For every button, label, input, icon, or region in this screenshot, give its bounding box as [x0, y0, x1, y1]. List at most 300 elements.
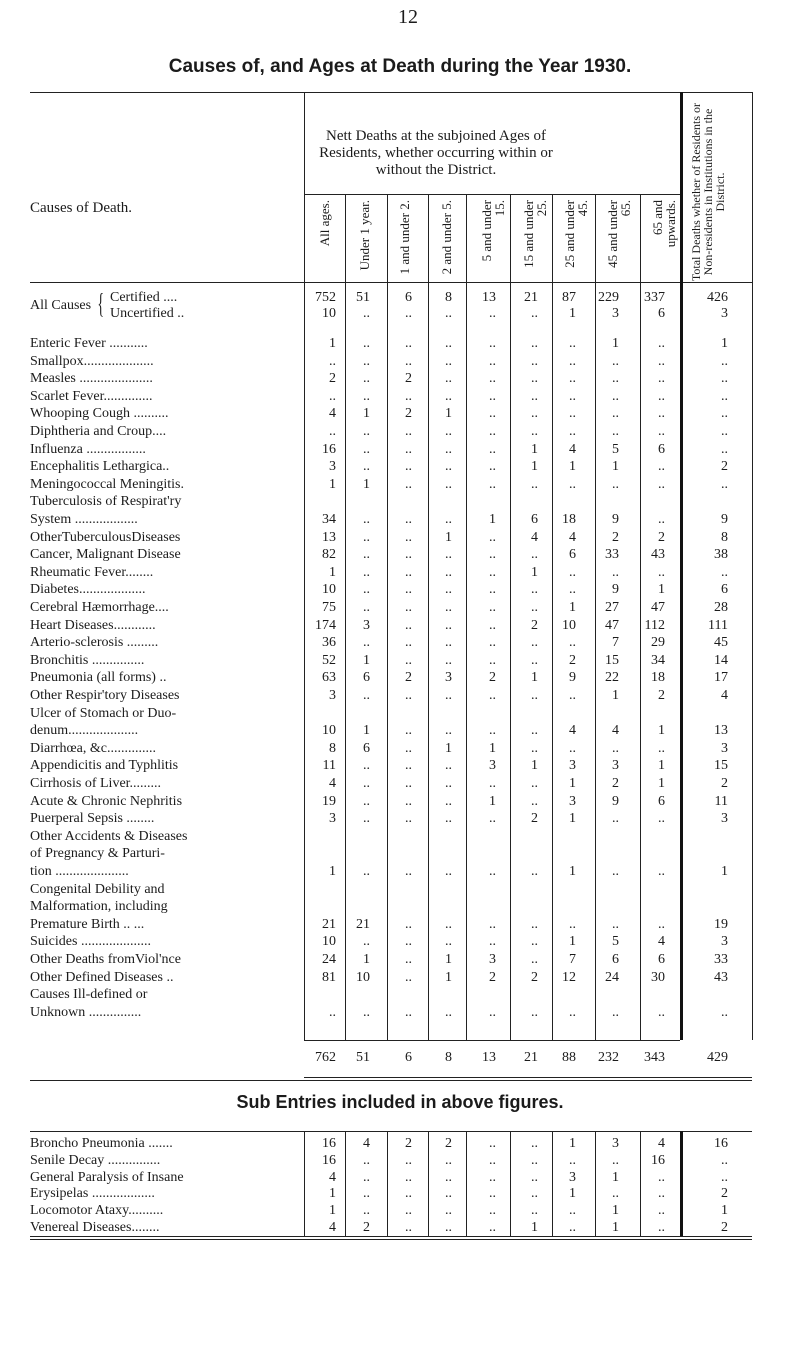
cause-value: ..: [569, 582, 576, 598]
cause-value: 1: [658, 776, 665, 791]
cause-value: 1: [658, 723, 665, 739]
cause-value: ..: [363, 635, 370, 651]
cause-value: ..: [489, 600, 496, 615]
cause-value: ..: [658, 916, 665, 932]
cause-value: 1: [569, 459, 576, 475]
cause-value: 1: [569, 776, 576, 791]
cause-value: ..: [405, 952, 412, 967]
cause-value: ..: [531, 934, 538, 950]
cause-value: ..: [569, 353, 576, 369]
cause-value: ..: [531, 547, 538, 563]
cause-value: 3: [445, 670, 452, 686]
sub-entry-value: 1: [612, 1203, 619, 1219]
cause-value: ..: [569, 688, 576, 703]
cause-value: 13: [714, 723, 728, 739]
cause-value: ..: [612, 916, 619, 932]
cause-value: ..: [405, 916, 412, 932]
cause-value: ..: [531, 388, 538, 404]
sub-entry-value: ..: [612, 1186, 619, 1202]
cause-value: ..: [445, 758, 452, 774]
age-column-header: 25 and under 45.: [562, 200, 590, 268]
sub-entry-value: ..: [531, 1203, 538, 1219]
cause-value: ..: [569, 740, 576, 756]
cause-label: Pneumonia (all forms) ..: [30, 670, 167, 686]
nett-deaths-header: Nett Deaths at the subjoined Ages of Residents, whether occurring within or without the District.: [319, 128, 553, 178]
certified-label: Certified ....: [110, 290, 178, 305]
cause-value: ..: [658, 476, 665, 492]
cause-value: ..: [445, 635, 452, 651]
sub-entry-value: ..: [405, 1152, 412, 1168]
sub-entry-value: ..: [721, 1152, 728, 1168]
cause-value: ..: [363, 1004, 370, 1020]
cause-value: 1: [531, 441, 538, 457]
cause-value: 75: [322, 600, 336, 615]
cause-value: ..: [445, 617, 452, 633]
certified-value: 8: [445, 290, 452, 305]
sub-entry-value: 4: [329, 1169, 336, 1185]
cause-value: 8: [721, 529, 728, 545]
sub-entry-value: 2: [721, 1220, 728, 1235]
sub-entry-label: Senile Decay ...............: [30, 1152, 161, 1168]
cause-label: Acute & Chronic Nephritis: [30, 793, 183, 809]
cause-value: 1: [445, 406, 452, 422]
cause-value: ..: [445, 512, 452, 527]
cause-value: 4: [329, 776, 336, 791]
cause-value: 27: [605, 600, 619, 615]
cause-value: 1: [445, 529, 452, 545]
cause-value: ..: [489, 582, 496, 598]
sub-entry-value: ..: [363, 1152, 370, 1168]
cause-value: ..: [329, 1004, 336, 1020]
cause-value: ..: [612, 388, 619, 404]
cause-label: System ..................: [30, 512, 138, 527]
cause-value: ..: [489, 476, 496, 492]
cause-label: Unknown ...............: [30, 1004, 142, 1020]
cause-value: ..: [445, 776, 452, 791]
cause-value: ..: [363, 600, 370, 615]
sub-entry-value: 1: [721, 1203, 728, 1219]
cause-value: 43: [651, 547, 665, 563]
cause-value: 6: [612, 952, 619, 967]
cause-value: 3: [721, 811, 728, 827]
cause-value: ..: [489, 864, 496, 879]
cause-value: ..: [531, 336, 538, 351]
sub-entry-value: ..: [658, 1186, 665, 1202]
cause-value: 8: [329, 740, 336, 756]
cause-value: ..: [658, 371, 665, 387]
cause-value: 16: [322, 441, 336, 457]
cause-value: ..: [405, 388, 412, 404]
cause-value: 3: [363, 617, 370, 633]
age-column-header: Under 1 year.: [357, 200, 372, 271]
cause-value: ..: [612, 476, 619, 492]
cause-value: ..: [569, 916, 576, 932]
cause-value: 2: [489, 670, 496, 686]
sub-entry-value: 4: [329, 1220, 336, 1235]
cause-value: ..: [363, 353, 370, 369]
sub-entry-value: ..: [363, 1203, 370, 1219]
sub-entry-value: 16: [322, 1136, 336, 1151]
cause-value: ..: [405, 600, 412, 615]
cause-value: 2: [531, 969, 538, 985]
cause-label: Enteric Fever ...........: [30, 336, 148, 351]
cause-value: ..: [445, 864, 452, 879]
cause-value: ..: [612, 424, 619, 439]
cause-value: 3: [329, 688, 336, 703]
cause-value: ..: [612, 353, 619, 369]
cause-value: 1: [531, 758, 538, 774]
cause-value: 3: [569, 793, 576, 809]
cause-label: Rheumatic Fever........: [30, 564, 154, 580]
cause-value: 1: [531, 564, 538, 580]
cause-value: 1: [612, 688, 619, 703]
sub-column-rule: [680, 1131, 683, 1236]
cause-value: 28: [714, 600, 728, 615]
sub-double-rule: [30, 1239, 752, 1240]
cause-value: ..: [405, 353, 412, 369]
cause-label: denum....................: [30, 723, 139, 739]
cause-value: ..: [612, 811, 619, 827]
cause-value: 1: [445, 952, 452, 967]
cause-label: Puerperal Sepsis ........: [30, 811, 155, 827]
sub-entry-label: General Paralysis of Insane: [30, 1169, 184, 1185]
cause-value: 17: [714, 670, 728, 686]
cause-value: 36: [322, 635, 336, 651]
sub-entry-value: 2: [405, 1136, 412, 1151]
all-causes-prefix: All Causes: [30, 298, 92, 313]
cause-value: ..: [489, 388, 496, 404]
cause-value: 29: [651, 635, 665, 651]
cause-value: ..: [405, 529, 412, 545]
cause-value: 34: [651, 652, 665, 668]
cause-label: Cerebral Hæmorrhage....: [30, 600, 169, 615]
cause-value: 3: [612, 758, 619, 774]
cause-value: 22: [605, 670, 619, 686]
cause-label: Premature Birth .. ...: [30, 916, 145, 932]
cause-label: OtherTuberculousDiseases: [30, 529, 181, 545]
total-value: 343: [644, 1050, 665, 1065]
certified-value: 51: [356, 290, 370, 305]
cause-value: 1: [612, 459, 619, 475]
cause-value: ..: [489, 371, 496, 387]
sub-entry-value: ..: [445, 1169, 452, 1185]
total-value: 8: [445, 1050, 452, 1065]
cause-value: ..: [363, 336, 370, 351]
cause-label: Suicides ....................: [30, 934, 151, 950]
cause-value: ..: [569, 336, 576, 351]
totals-top-rule: [304, 1040, 680, 1041]
cause-value: ..: [445, 934, 452, 950]
cause-value: 19: [322, 793, 336, 809]
cause-value: 112: [644, 617, 665, 633]
cause-value: ..: [363, 459, 370, 475]
totals-double-rule: [30, 1080, 752, 1081]
cause-value: 9: [612, 512, 619, 527]
cause-value: ..: [405, 758, 412, 774]
uncertified-value: ..: [363, 306, 370, 321]
sub-entry-value: ..: [489, 1186, 496, 1202]
cause-value: 3: [489, 758, 496, 774]
cause-value: ..: [489, 441, 496, 457]
cause-label: Smallpox....................: [30, 353, 154, 369]
cause-value: ..: [363, 758, 370, 774]
cause-value: 34: [322, 512, 336, 527]
cause-value: ..: [489, 916, 496, 932]
cause-value: 4: [329, 406, 336, 422]
uncertified-value: ..: [405, 306, 412, 321]
sub-entry-value: ..: [658, 1203, 665, 1219]
cause-value: ..: [531, 776, 538, 791]
cause-value: ..: [405, 476, 412, 492]
cause-value: ..: [405, 564, 412, 580]
cause-value: ..: [405, 864, 412, 879]
cause-value: 6: [569, 547, 576, 563]
cause-value: ..: [445, 600, 452, 615]
sub-entry-value: ..: [363, 1186, 370, 1202]
cause-value: ..: [658, 512, 665, 527]
sub-entry-value: ..: [405, 1169, 412, 1185]
cause-value: ..: [531, 371, 538, 387]
sub-entry-value: ..: [612, 1152, 619, 1168]
sub-entry-value: ..: [531, 1186, 538, 1202]
sub-entry-value: 16: [714, 1136, 728, 1151]
cause-value: ..: [721, 424, 728, 439]
cause-value: ..: [658, 864, 665, 879]
sub-entry-label: Erysipelas ..................: [30, 1186, 155, 1202]
sub-entry-value: ..: [569, 1203, 576, 1219]
cause-value: ..: [405, 547, 412, 563]
cause-label: Congenital Debility and: [30, 881, 165, 897]
sub-entry-value: ..: [569, 1220, 576, 1235]
brace-symbol: {: [97, 289, 105, 320]
cause-value: 1: [329, 336, 336, 351]
uncertified-value: 3: [612, 306, 619, 321]
cause-value: ..: [721, 353, 728, 369]
total-value: 21: [524, 1050, 538, 1065]
cause-value: 9: [612, 793, 619, 809]
cause-value: 1: [329, 476, 336, 492]
cause-value: 1: [569, 600, 576, 615]
total-value: 88: [562, 1050, 576, 1065]
cause-value: ..: [363, 388, 370, 404]
cause-value: ..: [569, 635, 576, 651]
cause-value: ..: [405, 424, 412, 439]
cause-value: 2: [658, 688, 665, 703]
uncertified-label: Uncertified ..: [110, 306, 185, 321]
cause-value: 6: [531, 512, 538, 527]
cause-value: ..: [658, 336, 665, 351]
cause-value: ..: [363, 864, 370, 879]
cause-value: ..: [658, 1004, 665, 1020]
cause-value: ..: [363, 512, 370, 527]
cause-label: Tuberculosis of Respirat'ry: [30, 494, 182, 510]
cause-value: 1: [329, 564, 336, 580]
cause-value: ..: [363, 793, 370, 809]
cause-value: 5: [612, 441, 619, 457]
sub-entry-value: ..: [531, 1169, 538, 1185]
cause-value: ..: [405, 336, 412, 351]
cause-value: ..: [531, 688, 538, 703]
cause-value: 10: [562, 617, 576, 633]
cause-value: 52: [322, 652, 336, 668]
cause-value: 19: [714, 916, 728, 932]
cause-value: 2: [405, 371, 412, 387]
cause-value: 2: [531, 617, 538, 633]
cause-value: 1: [531, 670, 538, 686]
cause-value: ..: [658, 811, 665, 827]
cause-value: 5: [612, 934, 619, 950]
cause-value: 2: [612, 529, 619, 545]
cause-value: ..: [489, 547, 496, 563]
cause-value: ..: [445, 441, 452, 457]
sub-entry-value: 1: [612, 1169, 619, 1185]
cause-value: ..: [569, 564, 576, 580]
age-header-rule: [304, 194, 680, 195]
age-column-header: 5 and under 15.: [479, 200, 507, 262]
cause-value: 3: [489, 952, 496, 967]
cause-value: ..: [445, 547, 452, 563]
cause-value: ..: [405, 652, 412, 668]
age-column-header: 2 and under 5.: [439, 200, 454, 275]
cause-value: ..: [569, 476, 576, 492]
cause-value: 2: [531, 811, 538, 827]
cause-value: 1: [489, 793, 496, 809]
sub-entry-value: 4: [363, 1136, 370, 1151]
cause-value: ..: [363, 529, 370, 545]
cause-value: ..: [405, 688, 412, 703]
sub-entry-value: 1: [569, 1136, 576, 1151]
cause-value: ..: [531, 864, 538, 879]
cause-value: 11: [714, 793, 728, 809]
cause-value: 3: [569, 758, 576, 774]
cause-value: 1: [531, 459, 538, 475]
sub-entry-value: ..: [405, 1220, 412, 1235]
cause-value: ..: [489, 459, 496, 475]
certified-value: 752: [315, 290, 336, 305]
cause-value: ..: [531, 740, 538, 756]
cause-label: Meningococcal Meningitis.: [30, 476, 184, 492]
cause-value: ..: [721, 1004, 728, 1020]
sub-entry-value: 16: [322, 1152, 336, 1168]
age-column-header: All ages.: [317, 200, 332, 247]
sub-entry-value: ..: [445, 1186, 452, 1202]
cause-value: ..: [363, 811, 370, 827]
cause-label: Diabetes...................: [30, 582, 146, 598]
cause-label: Measles .....................: [30, 371, 153, 387]
cause-value: ..: [405, 723, 412, 739]
cause-label: Malformation, including: [30, 899, 168, 915]
cause-value: ..: [445, 793, 452, 809]
cause-value: 4: [569, 723, 576, 739]
age-column-header: 65 and upwards.: [650, 200, 678, 248]
cause-label: Ulcer of Stomach or Duo-: [30, 705, 177, 721]
cause-value: 10: [322, 934, 336, 950]
cause-value: 63: [322, 670, 336, 686]
cause-value: 1: [721, 336, 728, 351]
cause-value: 4: [658, 934, 665, 950]
cause-value: 2: [721, 459, 728, 475]
cause-value: ..: [721, 388, 728, 404]
cause-value: ..: [445, 459, 452, 475]
sub-entry-value: 3: [569, 1169, 576, 1185]
cause-label: Causes Ill-defined or: [30, 987, 148, 1003]
cause-value: ..: [405, 934, 412, 950]
sub-entry-label: Venereal Diseases........: [30, 1220, 160, 1235]
sub-entry-value: 1: [569, 1186, 576, 1202]
cause-value: ..: [405, 969, 412, 985]
cause-value: ..: [363, 564, 370, 580]
cause-value: 30: [651, 969, 665, 985]
cause-value: ..: [531, 952, 538, 967]
total-value: 51: [356, 1050, 370, 1065]
cause-value: ..: [612, 1004, 619, 1020]
sub-entry-value: 1: [329, 1203, 336, 1219]
cause-value: 1: [445, 740, 452, 756]
cause-value: 2: [489, 969, 496, 985]
cause-value: ..: [405, 740, 412, 756]
cause-value: ..: [329, 353, 336, 369]
sub-entry-label: Locomotor Ataxy..........: [30, 1203, 164, 1219]
cause-value: ..: [658, 406, 665, 422]
sub-entry-value: ..: [489, 1169, 496, 1185]
age-column-header: 45 and under 65.: [605, 200, 633, 268]
sub-entry-value: 1: [531, 1220, 538, 1235]
cause-value: 7: [569, 952, 576, 967]
cause-label: Appendicitis and Typhlitis: [30, 758, 179, 774]
cause-value: 38: [714, 547, 728, 563]
sub-entry-value: ..: [489, 1136, 496, 1151]
cause-value: 3: [329, 811, 336, 827]
cause-value: 1: [569, 864, 576, 879]
cause-value: 15: [714, 758, 728, 774]
cause-value: 6: [658, 793, 665, 809]
cause-value: ..: [612, 564, 619, 580]
cause-value: ..: [405, 1004, 412, 1020]
cause-value: ..: [721, 441, 728, 457]
cause-value: ..: [445, 353, 452, 369]
cause-value: ..: [658, 564, 665, 580]
cause-value: ..: [445, 582, 452, 598]
cause-value: ..: [489, 424, 496, 439]
cause-value: 174: [315, 617, 336, 633]
uncertified-value: ..: [445, 306, 452, 321]
cause-value: ..: [445, 688, 452, 703]
cause-value: ..: [445, 564, 452, 580]
cause-value: ..: [363, 582, 370, 598]
cause-value: ..: [531, 406, 538, 422]
cause-value: ..: [658, 424, 665, 439]
total-deaths-header: Total Deaths whether of Residents or Non-residents in Institutions in the District.: [689, 102, 727, 282]
cause-value: 1: [658, 582, 665, 598]
sub-entry-value: 2: [721, 1186, 728, 1202]
sub-entry-value: 3: [612, 1136, 619, 1151]
uncertified-value: 1: [569, 306, 576, 321]
cause-value: 4: [612, 723, 619, 739]
cause-value: 1: [363, 652, 370, 668]
cause-label: Other Defined Diseases ..: [30, 969, 174, 985]
cause-value: ..: [612, 406, 619, 422]
total-value: 13: [482, 1050, 496, 1065]
cause-value: ..: [363, 934, 370, 950]
cause-label: Other Deaths fromViol'nce: [30, 952, 181, 967]
cause-value: 45: [714, 635, 728, 651]
sub-entries-heading: Sub Entries included in above figures.: [236, 1092, 564, 1112]
cause-value: ..: [721, 371, 728, 387]
cause-value: ..: [405, 459, 412, 475]
sub-entry-value: ..: [405, 1203, 412, 1219]
cause-value: 111: [708, 617, 728, 633]
cause-value: 81: [322, 969, 336, 985]
